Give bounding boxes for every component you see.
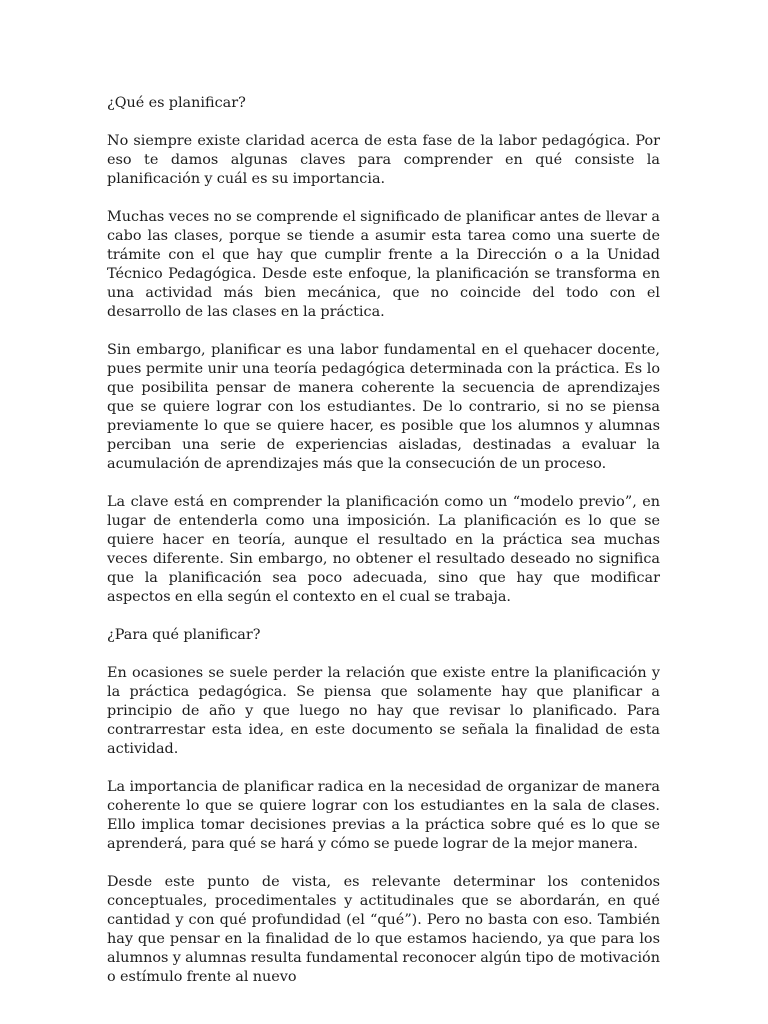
heading-para-que-planificar: ¿Para qué planificar? [107,627,261,643]
paragraph-intro: No siempre existe claridad acerca de esta fase de la labor pedagógica. Por eso te damos algunas claves para comprender en qué consiste la planificación y cuál es su importancia. [107,133,660,187]
paragraph-importancia: La importancia de planificar radica en la necesidad de organizar de manera coherente lo que se quiere lograr con los estudiantes en la sala de clases. Ello implica tomar decisiones previas a la práctica sobre qué es lo que se aprenderá, para qué se hará y cómo se puede lograr de la mejor manera. [107,779,660,852]
heading-que-es-planificar: ¿Qué es planificar? [107,95,246,111]
paragraph-en-ocasiones: En ocasiones se suele perder la relación que existe entre la planificación y la práctica pedagógica. Se piensa que solamente hay que planificar a principio de año y que luego no hay que revisar lo planificado. Para contrarrestar esta idea, en este documento se señala la finalidad de esta actividad. [107,665,660,757]
paragraph-punto-de-vista: Desde este punto de vista, es relevante determinar los contenidos conceptuales, procedimentales y actitudinales que se abordarán, en qué cantidad y con qué profundidad (el “qué”). Pero no basta con eso. También hay que pensar en la finalidad de lo que estamos haciendo, ya que para los alumnos y alumnas resulta fundamental reconocer algún tipo de motivación o estímulo frente al nuevo [107,874,660,985]
paragraph-significado: Muchas veces no se comprende el significado de planificar antes de llevar a cabo las clases, porque se tiende a asumir esta tarea como una suerte de trámite con el que hay que cumplir frente a la Dirección o a la Unidad Técnico Pedagógica. Desde este enfoque, la planificación se transforma en una actividad más bien mecánica, que no coincide del todo con el desarrollo de las clases en la práctica. [107,209,660,320]
paragraph-la-clave: La clave está en comprender la planificación como un “modelo previo”, en lugar de entenderla como una imposición. La planificación es lo que se quiere hacer en teoría, aunque el resultado en la práctica sea muchas veces diferente. Sin embargo, no obtener el resultado deseado no significa que la planificación sea poco adecuada, sino que hay que modificar aspectos en ella según el contexto en el cual se trabaja. [107,494,660,605]
paragraph-sin-embargo: Sin embargo, planificar es una labor fundamental en el quehacer docente, pues permite unir una teoría pedagógica determinada con la práctica. Es lo que posibilita pensar de manera coherente la secuencia de aprendizajes que se quiere lograr con los estudiantes. De lo contrario, si no se piensa previamente lo que se quiere hacer, es posible que los alumnos y alumnas perciban una serie de experiencias aisladas, destinadas a evaluar la acumulación de aprendizajes más que la consecución de un proceso. [107,342,660,472]
